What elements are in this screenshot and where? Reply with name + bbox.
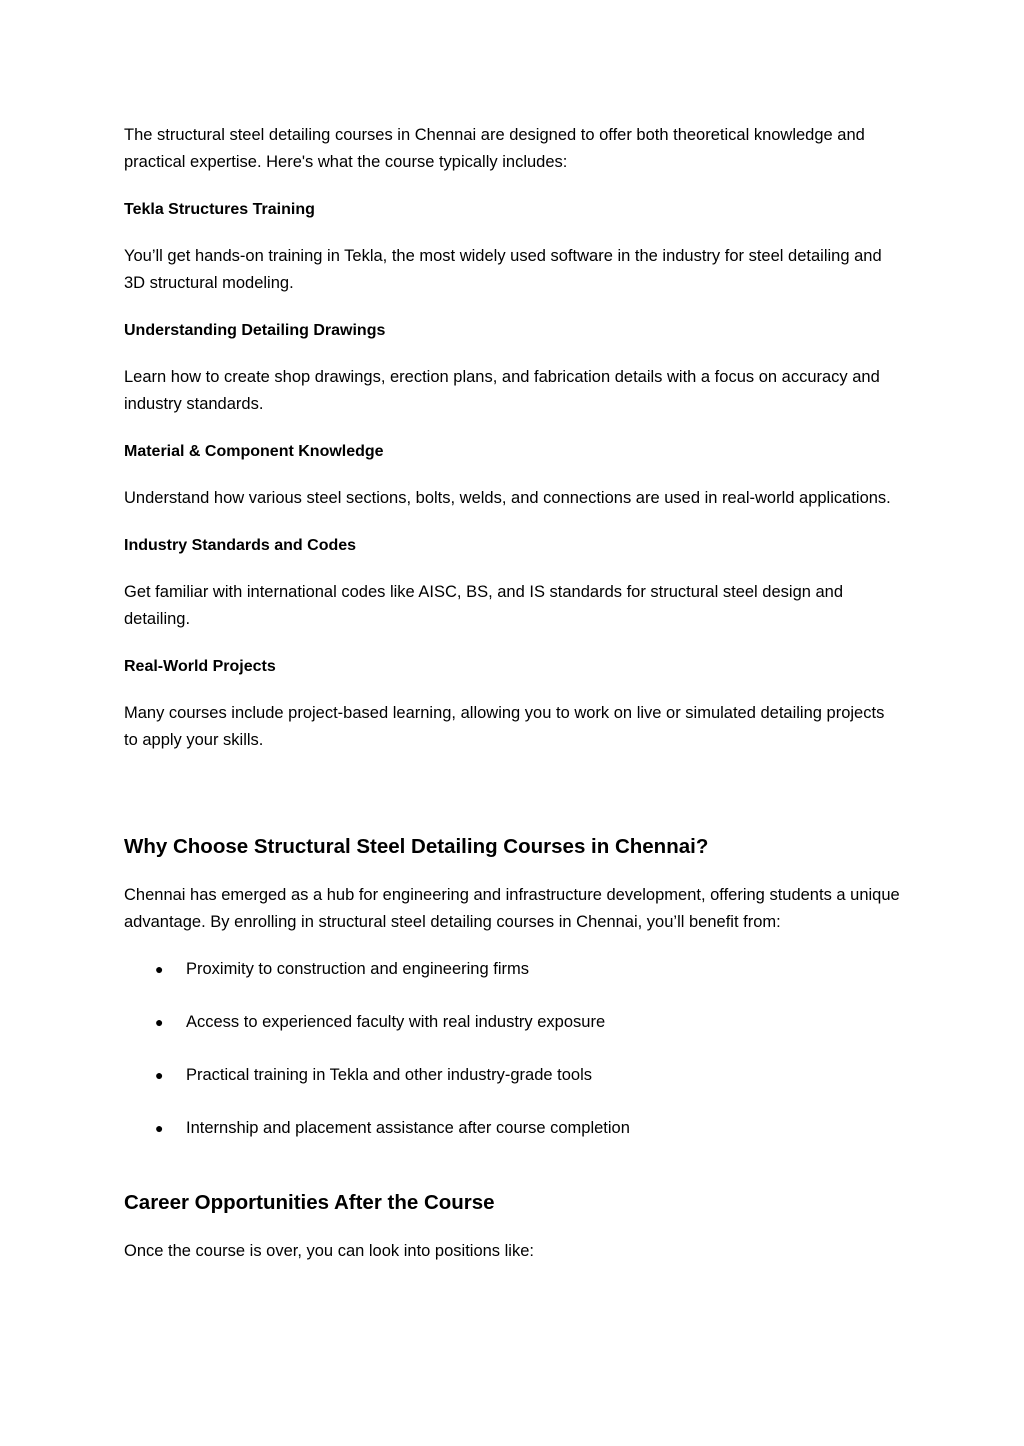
intro-paragraph: The structural steel detailing courses in Chennai are designed to offer both theoretical knowledge and practical expertise. Here's what the course typically includes: [124, 126, 865, 171]
section-spacer [124, 1168, 900, 1188]
list-item-text: Proximity to construction and engineering firms [186, 960, 529, 978]
bullet-icon: ● [155, 1014, 164, 1030]
section-heading-standards: Industry Standards and Codes [124, 537, 357, 554]
bullet-icon: ● [155, 961, 164, 977]
list-item-text: Internship and placement assistance after course completion [186, 1119, 630, 1137]
career-heading: Career Opportunities After the Course [124, 1191, 495, 1214]
section-spacer [124, 774, 900, 832]
list-item [124, 1115, 900, 1142]
career-body: Once the course is over, you can look into positions like: [124, 1242, 534, 1260]
why-heading: Why Choose Structural Steel Detailing Courses in Chennai? [124, 835, 709, 858]
bullet-icon: ● [155, 1067, 164, 1083]
document-page [124, 122, 900, 1285]
why-body: Chennai has emerged as a hub for engineering and infrastructure development, offering students a unique advantage. By enrolling in structural steel detailing courses in Chennai, you’ll benefit from: [124, 886, 900, 931]
bullet-icon: ● [155, 1120, 164, 1136]
list-item [124, 956, 900, 983]
benefits-list [124, 956, 900, 1142]
section-heading-drawings: Understanding Detailing Drawings [124, 322, 386, 339]
section-heading-projects: Real-World Projects [124, 658, 276, 675]
list-item [124, 1062, 900, 1089]
section-body-standards: Get familiar with international codes like AISC, BS, and IS standards for structural steel design and detailing. [124, 583, 844, 628]
section-heading-tekla: Tekla Structures Training [124, 201, 315, 218]
list-item-text: Practical training in Tekla and other industry-grade tools [186, 1066, 592, 1084]
section-body-drawings: Learn how to create shop drawings, erection plans, and fabrication details with a focus on accuracy and industry standards. [124, 368, 880, 413]
section-body-material: Understand how various steel sections, bolts, welds, and connections are used in real-world applications. [124, 489, 891, 507]
list-item-text: Access to experienced faculty with real industry exposure [186, 1013, 606, 1031]
section-heading-material: Material & Component Knowledge [124, 443, 384, 460]
list-item [124, 1009, 900, 1036]
section-body-projects: Many courses include project-based learning, allowing you to work on live or simulated detailing projects to apply your skills. [124, 704, 885, 749]
section-body-tekla: You’ll get hands-on training in Tekla, the most widely used software in the industry for steel detailing and 3D structural modeling. [124, 247, 882, 292]
